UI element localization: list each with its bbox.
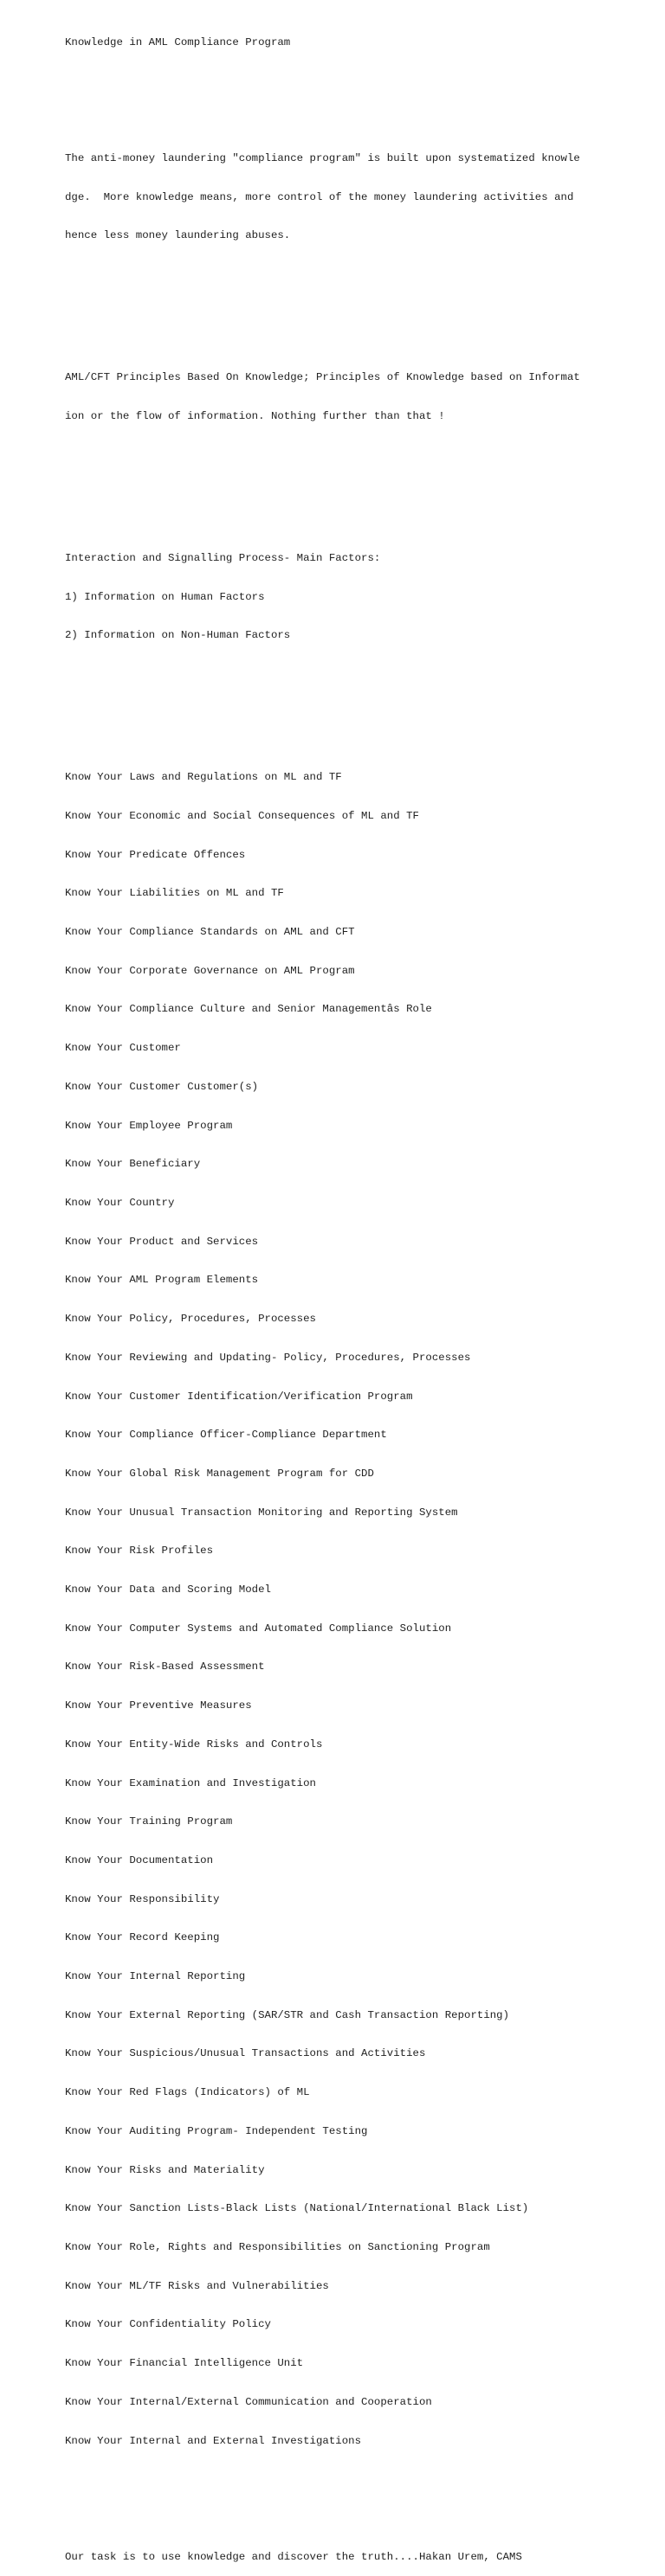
know-your-item: Know Your Compliance Standards on AML and CFT <box>65 926 355 939</box>
know-your-item: Know Your Suspicious/Unusual Transactions and Activities <box>65 2047 426 2060</box>
know-your-item: Know Your Customer Customer(s) <box>65 1080 259 1093</box>
know-your-item: Know Your Unusual Transaction Monitoring and Reporting System <box>65 1506 458 1519</box>
know-your-item: Know Your Compliance Culture and Senior Managementâs Role <box>65 1003 432 1016</box>
know-your-item: Know Your Risk Profiles <box>65 1545 214 1558</box>
know-your-item: Know Your Economic and Social Consequences of ML and TF <box>65 809 419 822</box>
principles-line: AML/CFT Principles Based On Knowledge; Principles of Knowledge based on Informat <box>65 371 580 384</box>
intro-paragraph <box>65 126 654 268</box>
know-your-item: Know Your Preventive Measures <box>65 1699 252 1712</box>
spacer <box>65 294 654 307</box>
know-your-item: Know Your Product and Services <box>65 1235 259 1248</box>
know-your-item: Know Your Employee Program <box>65 1119 233 1132</box>
factors-heading: Interaction and Signalling Process- Main Factors: <box>65 551 381 564</box>
know-your-item: Know Your Confidentiality Policy <box>65 2318 271 2331</box>
know-your-item: Know Your Training Program <box>65 1815 233 1828</box>
know-your-item: Know Your Global Risk Management Program for CDD <box>65 1467 374 1480</box>
know-your-item: Know Your Role, Rights and Responsibilities on Sanctioning Program <box>65 2240 490 2253</box>
spacer <box>65 75 654 88</box>
document-title: Knowledge in AML Compliance Program <box>65 35 291 48</box>
know-your-item: Know Your Risk-Based Assessment <box>65 1661 265 1673</box>
closing-statement: Our task is to use knowledge and discover the truth....Hakan Urem, CAMS <box>65 2550 522 2563</box>
know-your-item: Know Your Corporate Governance on AML Program <box>65 964 355 977</box>
know-your-item: Know Your Liabilities on ML and TF <box>65 887 284 900</box>
know-your-item: Know Your Examination and Investigation <box>65 1776 316 1789</box>
factor-item: 1) Information on Human Factors <box>65 590 265 603</box>
know-your-item: Know Your External Reporting (SAR/STR and Cash Transaction Reporting) <box>65 2008 510 2021</box>
intro-line: hence less money laundering abuses. <box>65 229 291 242</box>
know-your-item: Know Your Risks and Materiality <box>65 2163 265 2176</box>
intro-line: The anti-money laundering "compliance program" is built upon systematized knowle <box>65 151 580 164</box>
know-your-item: Know Your Documentation <box>65 1853 214 1866</box>
know-your-item: Know Your Sanction Lists-Black Lists (National/International Black List) <box>65 2202 529 2215</box>
know-your-item: Know Your AML Program Elements <box>65 1274 259 1287</box>
know-your-item: Know Your Internal/External Communication and Cooperation <box>65 2395 432 2408</box>
principles-line: ion or the flow of information. Nothing further than that ! <box>65 409 445 422</box>
know-your-item: Know Your Red Flags (Indicators) of ML <box>65 2086 310 2099</box>
know-your-item: Know Your Customer Identification/Verification Program <box>65 1390 413 1403</box>
spacer <box>65 694 654 707</box>
know-your-item: Know Your Compliance Officer-Compliance Department <box>65 1429 387 1442</box>
know-your-item: Know Your Financial Intelligence Unit <box>65 2357 304 2370</box>
know-your-item: Know Your Laws and Regulations on ML and TF <box>65 771 342 784</box>
factors-section <box>65 526 654 668</box>
know-your-item: Know Your Reviewing and Updating- Policy, Procedures, Processes <box>65 1351 471 1364</box>
know-your-list <box>65 745 654 2473</box>
know-your-item: Know Your Internal and External Investigations <box>65 2434 362 2447</box>
know-your-item: Know Your Entity-Wide Risks and Controls <box>65 1738 323 1751</box>
know-your-item: Know Your Policy, Procedures, Processes <box>65 1313 316 1326</box>
know-your-item: Know Your Beneficiary <box>65 1158 201 1171</box>
document-body <box>65 10 654 2576</box>
factor-item: 2) Information on Non-Human Factors <box>65 629 291 642</box>
know-your-item: Know Your Predicate Offences <box>65 848 246 861</box>
know-your-item: Know Your Computer Systems and Automated Compliance Solution <box>65 1622 452 1635</box>
intro-line: dge. More knowledge means, more control of the money laundering activities and <box>65 190 574 203</box>
know-your-item: Know Your ML/TF Risks and Vulnerabilities <box>65 2279 329 2292</box>
know-your-item: Know Your Auditing Program- Independent Testing <box>65 2124 368 2137</box>
know-your-item: Know Your Country <box>65 1197 175 1209</box>
know-your-item: Know Your Customer <box>65 1042 181 1055</box>
principles-paragraph <box>65 345 654 448</box>
spacer <box>65 2499 654 2512</box>
know-your-item: Know Your Record Keeping <box>65 1931 220 1944</box>
know-your-item: Know Your Responsibility <box>65 1892 220 1905</box>
know-your-item: Know Your Data and Scoring Model <box>65 1584 271 1596</box>
spacer <box>65 475 654 488</box>
know-your-item: Know Your Internal Reporting <box>65 1970 246 1983</box>
